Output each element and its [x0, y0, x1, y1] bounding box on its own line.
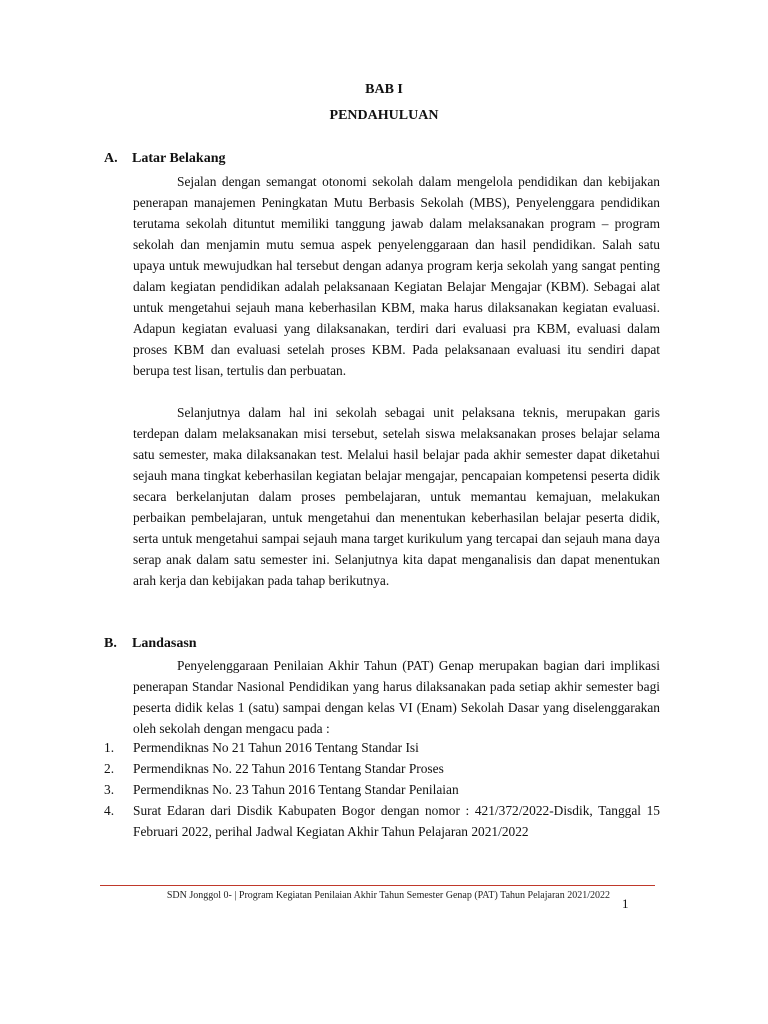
footer-text: SDN Jonggol 0- | Program Kegiatan Penilaian Akhir Tahun Semester Genap (PAT) Tahun Pelajaran 2021/2022	[166, 890, 610, 901]
paragraph-latar-belakang-1: Sejalan dengan semangat otonomi sekolah dalam mengelola pendidikan dan kebijakan penerapan manajemen Peningkatan Mutu Berbasis Sekolah (MBS), Penyelenggara pendidikan terutama sekolah dituntut memiliki tanggung jawab dalam melaksanakan program – program sekolah dan menjamin mutu semua aspek penyelenggaraan dan hasil pendidikan. Salah satu upaya untuk mewujudkan hal tersebut dengan adanya program kerja sekolah yang sangat penting dalam kegiatan pendidikan adalah pelaksanaan Kegiatan Belajar Mengajar (KBM). Sebagai alat untuk mengetahui sejauh mana keberhasilan KBM, maka harus dilaksanakan kegiatan evaluasi. Adapun kegiatan evaluasi yang dilaksanakan, terdiri dari evaluasi pra KBM, evaluasi dalam proses KBM dan evaluasi setelah proses KBM. Pada pelaksanaan evaluasi itu sendiri dapat berupa test lisan, tertulis dan perbuatan.	[133, 174, 660, 378]
list-item-text: Permendiknas No. 22 Tahun 2016 Tentang Standar Proses	[133, 761, 444, 776]
section-heading-a	[104, 151, 225, 167]
list-item-text: Permendiknas No 21 Tahun 2016 Tentang Standar Isi	[133, 740, 419, 755]
list-item-number: 3.	[104, 782, 115, 797]
section-heading-b	[104, 636, 197, 652]
footer-divider	[100, 885, 655, 886]
chapter-number: BAB I	[365, 82, 403, 97]
list-item-text: Permendiknas No. 23 Tahun 2016 Tentang Standar Penilaian	[133, 782, 459, 797]
list-item	[104, 800, 660, 842]
list-item	[104, 758, 660, 779]
section-letter: A.	[104, 151, 118, 166]
list-item-text: Surat Edaran dari Disdik Kabupaten Bogor dengan nomor : 421/372/2022-Disdik, Tanggal 15 Februari 2022, perihal Jadwal Kegiatan Akhir Tahun Pelajaran 2021/2022	[133, 803, 660, 839]
chapter-title: PENDAHULUAN	[329, 108, 439, 123]
list-item-number: 4.	[104, 803, 115, 818]
section-title: Landasasn	[132, 636, 197, 651]
paragraph-latar-belakang-2: Selanjutnya dalam hal ini sekolah sebagai unit pelaksana teknis, merupakan garis terdepan dalam melaksanakan misi tersebut, setelah siswa melaksanakan proses belajar selama satu semester, maka dilaksanakan test. Melalui hasil belajar pada akhir semester dapat diketahui sejauh mana tingkat keberhasilan kegiatan belajar mengajar, pencapaian kompetensi peserta didik secara berkelanjutan dalam proses pembelajaran, untuk memantau kemajuan, melakukan perbaikan pembelajaran, untuk mengetahui dan menentukan keberhasilan belajar peserta didik, serta untuk mengetahui sampai sejauh mana target kurikulum yang tercapai dan sejauh mana daya serap anak dalam satu semester ini. Selanjutnya kita dapat menganalisis dan dapat menentukan arah kerja dan kebijakan pada tahap berikutnya.	[133, 405, 660, 588]
section-title: Latar Belakang	[132, 151, 226, 166]
reference-list	[104, 737, 660, 842]
section-letter: B.	[104, 636, 117, 651]
list-item-number: 2.	[104, 761, 115, 776]
list-item	[104, 779, 660, 800]
list-item	[104, 737, 660, 758]
paragraph-landasan: Penyelenggaraan Penilaian Akhir Tahun (PAT) Genap merupakan bagian dari implikasi penerapan Standar Nasional Pendidikan yang harus dilaksanakan pada setiap akhir semester bagi peserta didik kelas 1 (satu) sampai dengan kelas VI (Enam) Sekolah Dasar yang diselenggarakan oleh sekolah dengan mengacu pada :	[133, 658, 660, 736]
list-item-number: 1.	[104, 740, 115, 755]
page-number: 1	[622, 896, 629, 911]
